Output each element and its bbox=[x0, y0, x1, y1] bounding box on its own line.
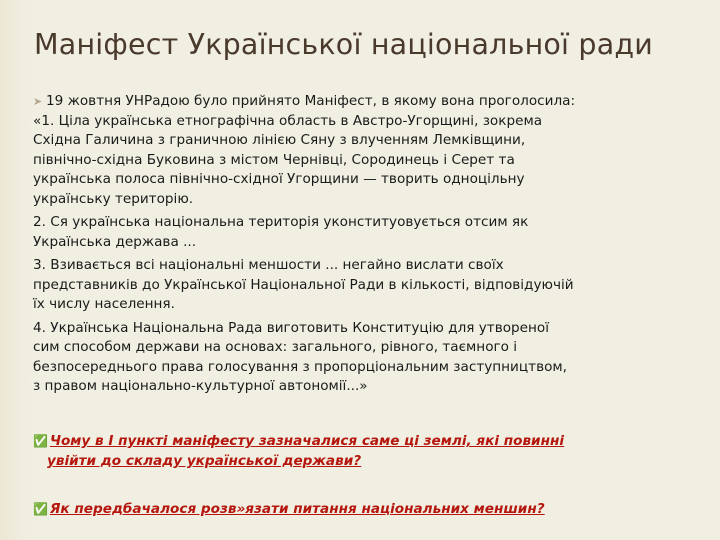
question-line: Чому в І пункті маніфесту зазначалися саме ці землі, які повинні bbox=[49, 433, 565, 449]
bullet-arrow-icon: ➤ bbox=[33, 95, 43, 108]
point-4 bbox=[33, 319, 708, 397]
point-line: українську територію. bbox=[33, 190, 194, 207]
checkbox-bullet-icon: ✅ bbox=[33, 434, 48, 448]
question-2 bbox=[33, 499, 708, 519]
point-line: північно-східна Буковина з містом Чернівці, Сородинець і Серет та bbox=[33, 151, 515, 168]
intro-line bbox=[33, 92, 708, 112]
slide-title: Маніфест Української національної ради bbox=[34, 28, 654, 61]
point-line: 2. Ся українська національна територія уконституовується отсим як bbox=[33, 214, 529, 230]
decorative-band bbox=[0, 0, 28, 540]
point-line: представників до Української Національної Ради в кількості, відповідуючій bbox=[33, 276, 574, 293]
point-2 bbox=[33, 213, 708, 252]
point-line: Українська держава ... bbox=[33, 233, 197, 250]
question-line: Як передбачалося розв»язати питання національних меншин? bbox=[49, 501, 545, 517]
point-3 bbox=[33, 256, 708, 315]
point-line: 4. Українська Національна Рада виготовить Конституцію для утвореної bbox=[33, 319, 550, 336]
point-line: безпосереднього права голосування з пропорціональним заступництвом, bbox=[33, 358, 567, 375]
slide-body bbox=[33, 92, 708, 397]
point-line: українська полоса північно-східної Угорщини — творить одноцільну bbox=[33, 171, 525, 187]
question-1 bbox=[33, 431, 708, 471]
point-1 bbox=[33, 112, 708, 210]
point-line: їх числу населення. bbox=[33, 296, 175, 312]
intro-text: 19 жовтня УНРадою було прийнято Маніфест, в якому вона проголосила: bbox=[46, 93, 576, 109]
point-line: «1. Ціла українська етнографічна область в Австро-Угорщині, зокрема bbox=[33, 112, 543, 129]
point-line: сим способом держави на основах: загального, рівного, таємного і bbox=[33, 339, 518, 355]
question-line: увійти до складу української держави? bbox=[47, 453, 362, 469]
point-line: з правом національно-культурної автономії...» bbox=[33, 378, 368, 394]
point-line: Східна Галичина з граничною лінією Сяну з влученням Лемківщини, bbox=[33, 132, 526, 148]
point-line: 3. Взивається всі національні меншости ... негайно вислати своїх bbox=[33, 257, 504, 273]
checkbox-bullet-icon: ✅ bbox=[33, 502, 48, 516]
